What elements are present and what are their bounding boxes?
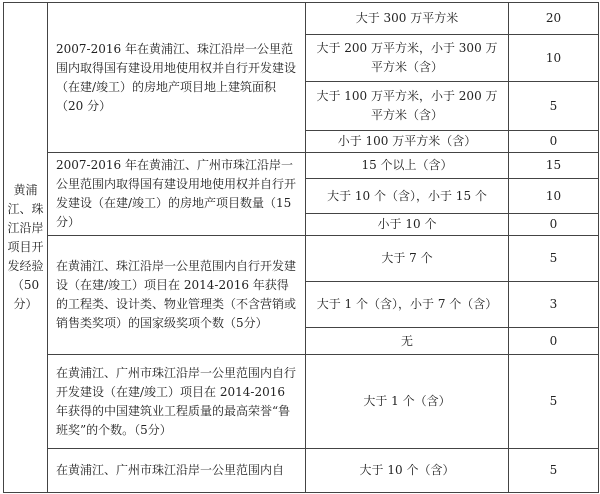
range-cell: 大于 10 个（含），小于 15 个 [306, 179, 509, 214]
points-cell: 0 [509, 328, 599, 355]
range-cell: 大于 7 个 [306, 236, 509, 282]
points-cell: 5 [509, 236, 599, 282]
criterion-cell: 在黄浦江、广州市珠江沿岸一公里范围内自行开发建设（在建/竣工）项目在 2014-2016 年获得的中国建筑业工程质量的最高荣誉“鲁班奖”的个数。（5分） [48, 355, 306, 449]
table-row [4, 3, 599, 35]
range-cell: 无 [306, 328, 509, 355]
points-cell: 20 [509, 3, 599, 35]
range-cell: 大于 200 万平方米，小于 300 万平方米（含） [306, 35, 509, 82]
range-cell: 小于 10 个 [306, 214, 509, 236]
criterion-cell: 2007-2016 年在黄浦江、广州市珠江沿岸一公里范围内取得国有建设用地使用权并自行开发建设（在建/竣工）的房地产项目数量（15 分） [48, 153, 306, 236]
range-cell: 大于 1 个（含），小于 7 个（含） [306, 282, 509, 328]
range-cell: 大于 100 万平方米，小于 200 万平方米（含） [306, 82, 509, 131]
scoring-criteria-table [3, 2, 599, 493]
criterion-cell: 在黄浦江、广州市珠江沿岸一公里范围内自 [48, 449, 306, 493]
points-cell: 5 [509, 355, 599, 449]
criterion-cell: 在黄浦江、珠江沿岸一公里范围内自行开发建设（在建/竣工）项目在 2014-2016 年获得的工程类、设计类、物业管理类（不含营销或销售类奖项）的国家级奖项个数（5分） [48, 236, 306, 355]
points-cell: 5 [509, 449, 599, 493]
range-cell: 15 个以上（含） [306, 153, 509, 179]
points-cell: 0 [509, 214, 599, 236]
range-cell: 小于 100 万平方米（含） [306, 131, 509, 153]
range-cell: 大于 300 万平方米 [306, 3, 509, 35]
points-cell: 0 [509, 131, 599, 153]
points-cell: 10 [509, 35, 599, 82]
table-row [4, 236, 599, 282]
table-row [4, 449, 599, 493]
range-cell: 大于 10 个（含） [306, 449, 509, 493]
points-cell: 3 [509, 282, 599, 328]
range-cell: 大于 1 个（含） [306, 355, 509, 449]
points-cell: 5 [509, 82, 599, 131]
category-cell: 黄浦江、珠江沿岸项目开发经验（50分） [4, 3, 48, 493]
table-row [4, 153, 599, 179]
criterion-cell: 2007-2016 年在黄浦江、珠江沿岸一公里范围内取得国有建设用地使用权并自行开发建设（在建/竣工）的房地产项目地上建筑面积（20 分） [48, 3, 306, 153]
points-cell: 15 [509, 153, 599, 179]
table-row [4, 355, 599, 449]
points-cell: 10 [509, 179, 599, 214]
